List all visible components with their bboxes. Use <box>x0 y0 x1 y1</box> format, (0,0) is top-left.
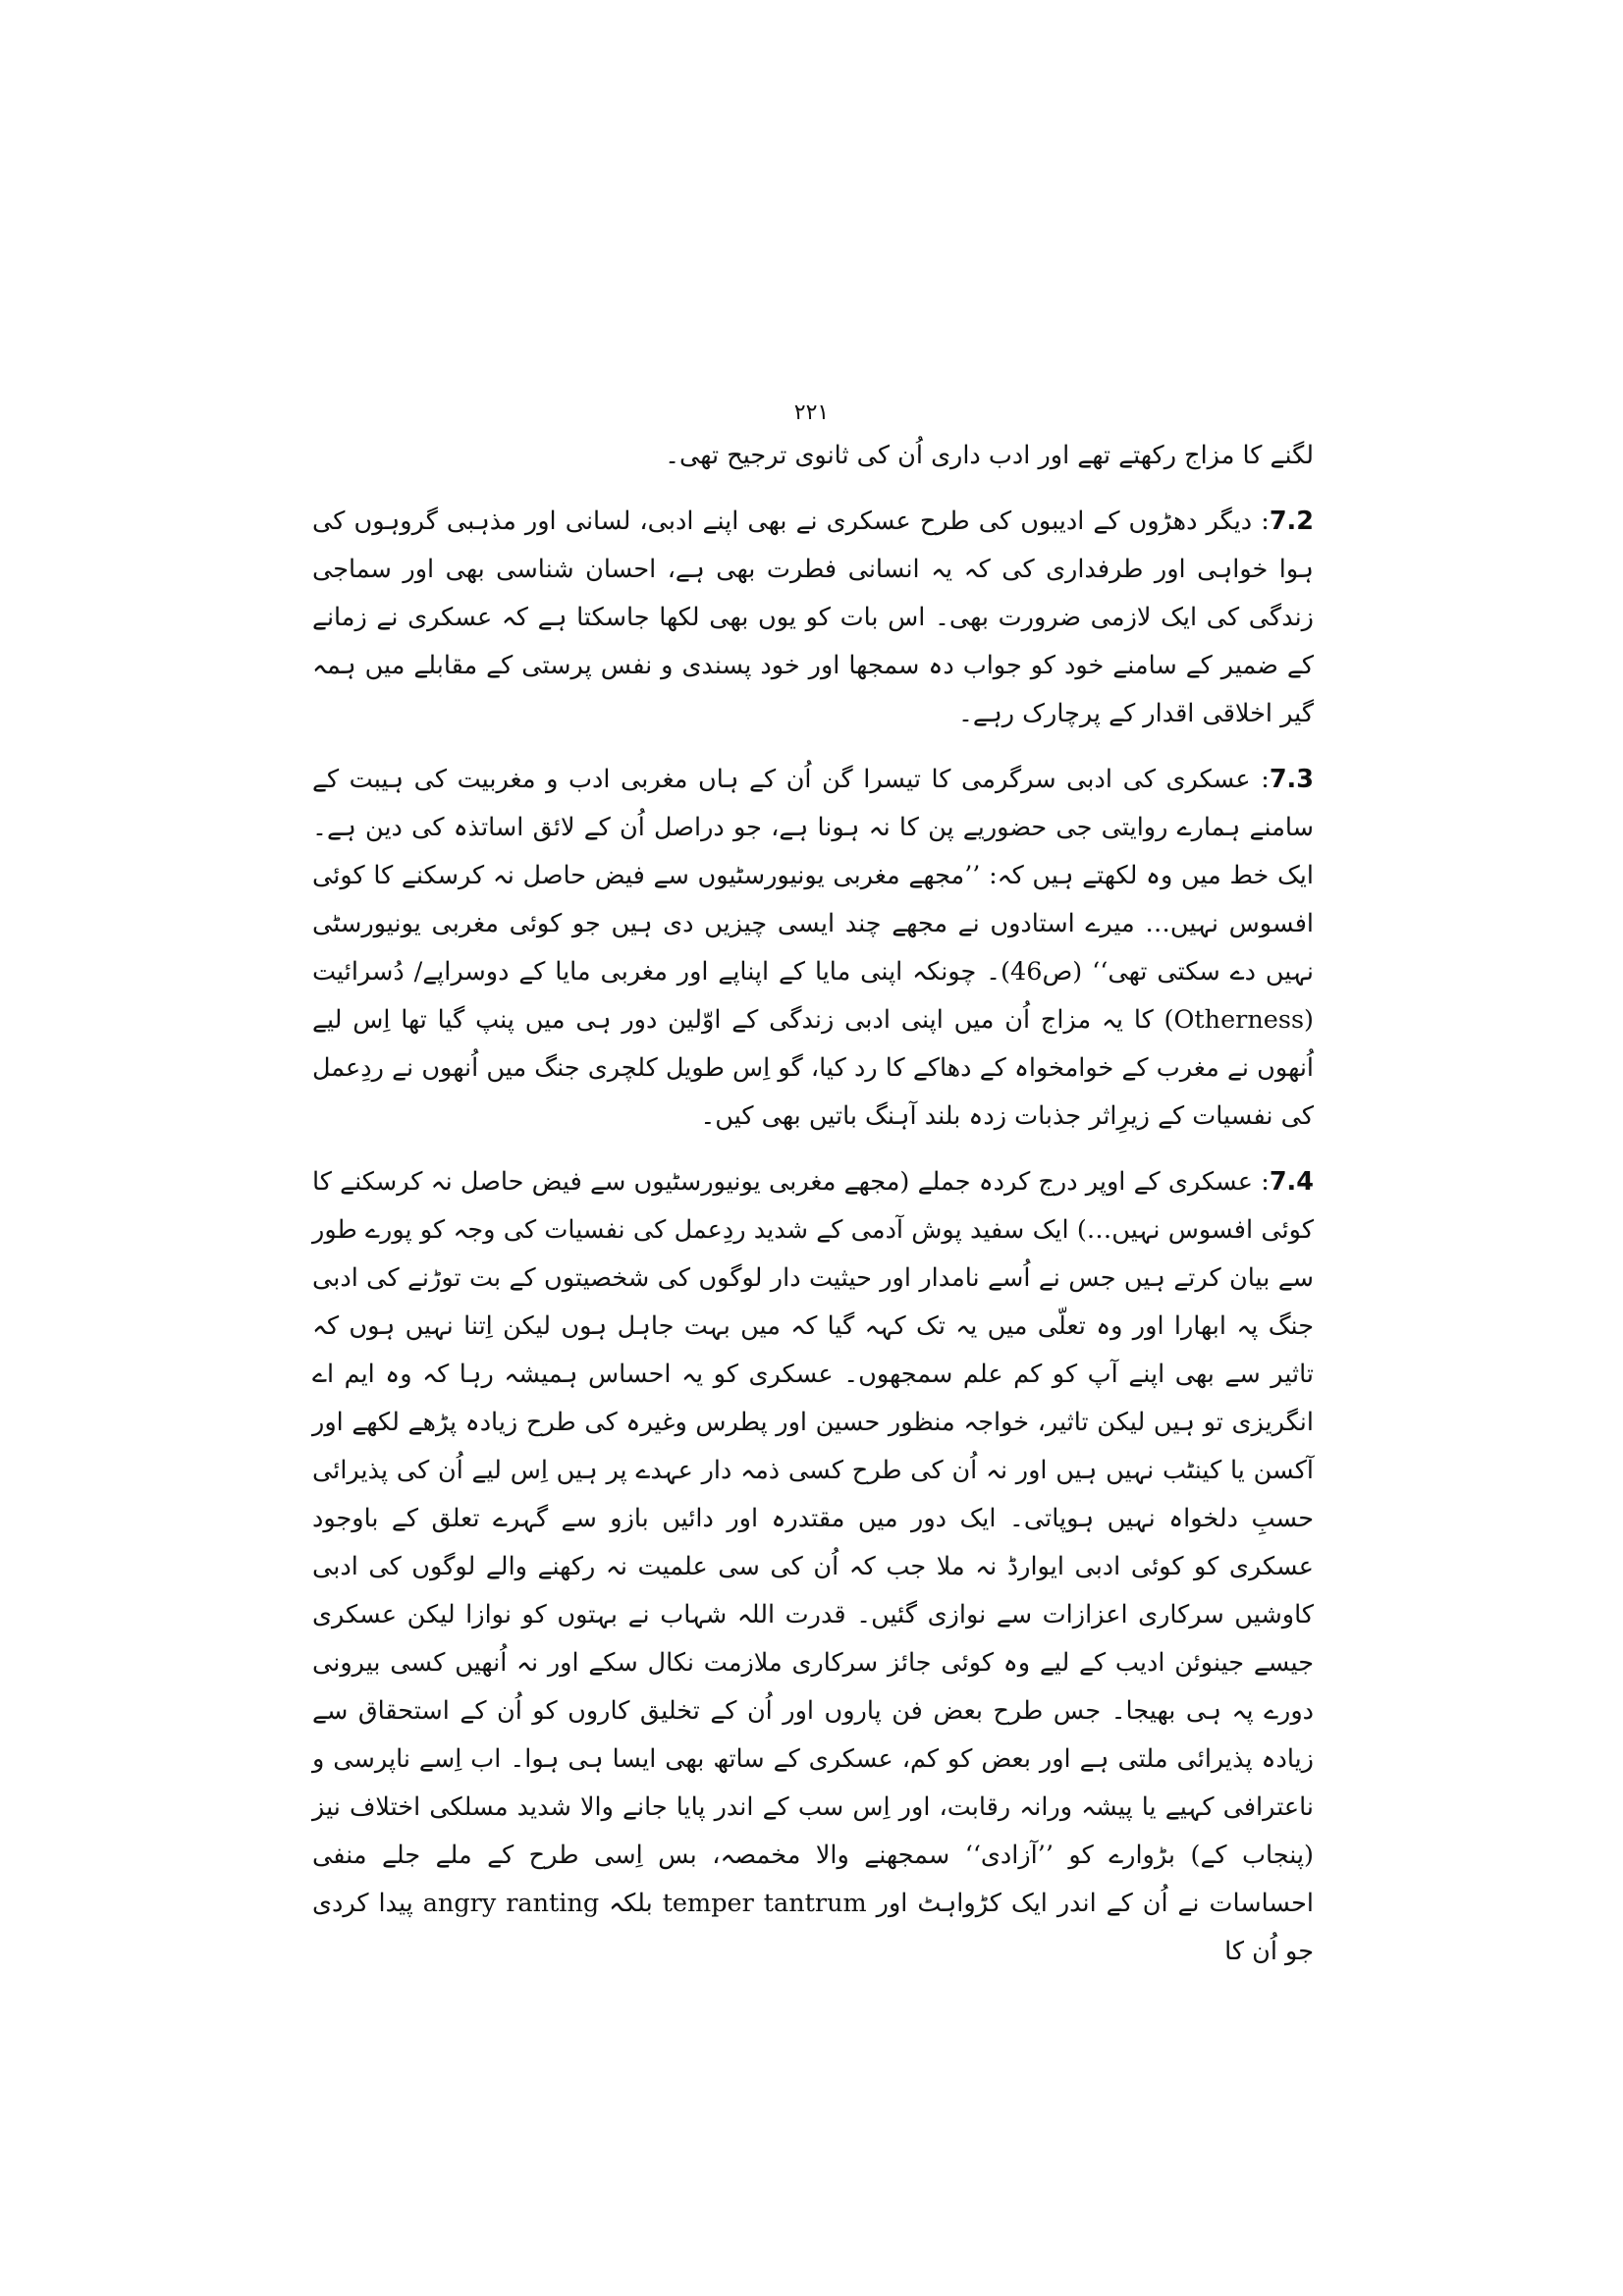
paragraph-text: : عسکری کی ادبی سرگرمی کا تیسرا گن اُن کے ہاں مغربی ادب و مغربیت کی ہیبت کے سامنے ہمارے روایتی جی حضوریے پن کا نہ ہونا ہے، جو دراصل اُن کے لائق اساتذہ کی دین ہے۔ ایک خط میں وہ لکھتے ہیں کہ: ’’مجھے مغربی یونیورسٹیوں سے فیض حاصل نہ کرسکنے کا کوئی افسوس نہیں… میرے استادوں نے مجھے چند ایسی چیزیں دی ہیں جو کوئی مغربی یونیورسٹی نہیں دے سکتی تھی‘‘ (ص46)۔ چونکہ اپنی مایا کے اپناپے اور مغربی مایا کے دوسراپے/ دُسرائیت (Otherness) کا یہ مزاج اُن میں اپنی ادبی زندگی کے اوّلین دور ہی میں پنپ گیا تھا اِس لیے اُنھوں نے مغرب کے خوامخواہ کے دھاکے کا رد کیا، گو اِس طویل کلچری جنگ میں اُنھوں نے ردِعمل کی نفسیات کے زیرِاثر جذبات زدہ بلند آہنگ باتیں بھی کیں۔ <box>312 765 1314 1131</box>
paragraph-number: 7.4 <box>1269 1167 1314 1197</box>
paragraph <box>312 432 1314 480</box>
paragraph <box>312 498 1314 738</box>
paragraph <box>312 1158 1314 1976</box>
body-text <box>312 432 1314 1994</box>
paragraph-text: لگنے کا مزاج رکھتے تھے اور ادب داری اُن کی ثانوی ترجیح تھی۔ <box>665 441 1314 470</box>
paragraph-text: : دیگر دھڑوں کے ادیبوں کی طرح عسکری نے بھی اپنے ادبی، لسانی اور مذہبی گروہوں کی ہوا خواہی اور طرفداری کی کہ یہ انسانی فطرت بھی ہے، احسان شناسی بھی اور سماجی زندگی کی ایک لازمی ضرورت بھی۔ اس بات کو یوں بھی لکھا جاسکتا ہے کہ عسکری نے زمانے کے ضمیر کے سامنے خود کو جواب دہ سمجھا اور خود پسندی و نفس پرستی کے مقابلے میں ہمہ گیر اخلاقی اقدار کے پرچارک رہے۔ <box>312 507 1314 728</box>
paragraph-number: 7.2 <box>1269 507 1314 536</box>
page-number: ۲۲۱ <box>793 400 830 425</box>
paragraph-number: 7.3 <box>1269 765 1314 794</box>
paragraph <box>312 756 1314 1141</box>
paragraph-text: : عسکری کے اوپر درج کردہ جملے (مجھے مغربی یونیورسٹیوں سے فیض حاصل نہ کرسکنے کا کوئی افسوس نہیں…) ایک سفید پوش آدمی کے شدید ردِعمل کی نفسیات کی وجہ کو پورے طور سے بیان کرتے ہیں جس نے اُسے نامدار اور حیثیت دار لوگوں کی شخصیتوں کے بت توڑنے کی ادبی جنگ پہ ابھارا اور وہ تعلّی میں یہ تک کہہ گیا کہ میں بہت جاہل ہوں لیکن اِتنا نہیں ہوں کہ تاثیر سے بھی اپنے آپ کو کم علم سمجھوں۔ عسکری کو یہ احساس ہمیشہ رہا کہ وہ ایم اے انگریزی تو ہیں لیکن تاثیر، خواجہ منظور حسین اور پطرس وغیرہ کی طرح زیادہ پڑھے لکھے اور آکسن یا کینٹب نہیں ہیں اور نہ اُن کی طرح کسی ذمہ دار عہدے پر ہیں اِس لیے اُن کی پذیرائی حسبِ دلخواہ نہیں ہوپاتی۔ ایک دور میں مقتدرہ اور دائیں بازو سے گہرے تعلق کے باوجود عسکری کو کوئی ادبی ایوارڈ نہ ملا جب کہ اُن کی سی علمیت نہ رکھنے والے لوگوں کی ادبی کاوشیں سرکاری اعزازات سے نوازی گئیں۔ قدرت اللہ شہاب نے بہتوں کو نوازا لیکن عسکری جیسے جینوئن ادیب کے لیے وہ کوئی جائز سرکاری ملازمت نکال سکے اور نہ اُنھیں کسی بیرونی دورے پہ ہی بھیجا۔ جس طرح بعض فن پاروں اور اُن کے تخلیق کاروں کو اُن کے استحقاق سے زیادہ پذیرائی ملتی ہے اور بعض کو کم، عسکری کے ساتھ بھی ایسا ہی ہوا۔ اب اِسے ناپرسی و ناعترافی کہیے یا پیشہ ورانہ رقابت، اور اِس سب کے اندر پایا جانے والا شدید مسلکی اختلاف نیز (پنجاب کے) بڑوارے کو ’’آزادی‘‘ سمجھنے والا مخمصہ، بس اِسی طرح کے ملے جلے منفی احساسات نے اُن کے اندر ایک کڑواہٹ اور temper tantrum بلکہ angry ranting پیدا کردی جو اُن کا <box>312 1167 1314 1966</box>
